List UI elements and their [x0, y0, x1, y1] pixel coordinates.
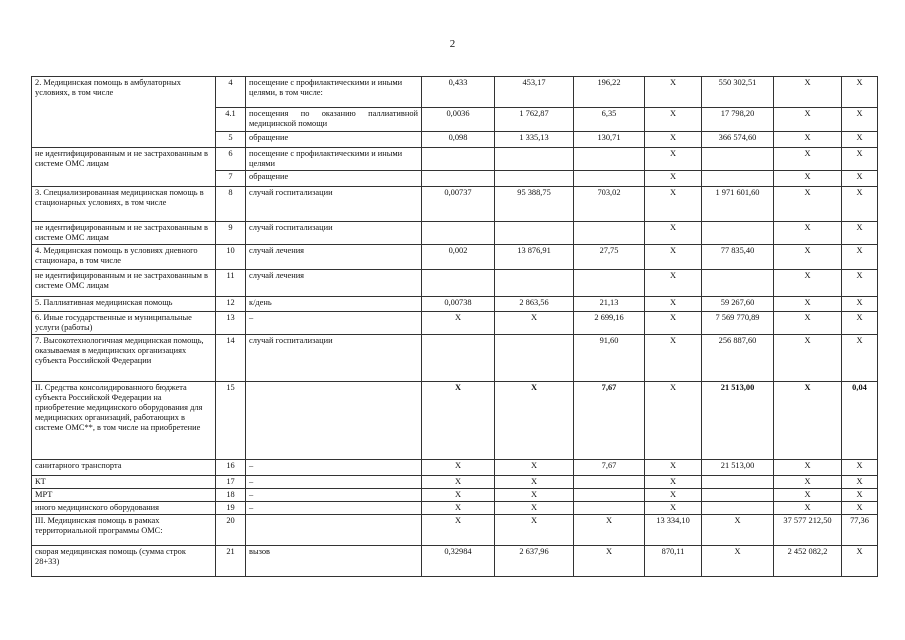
- row-number: 14: [216, 335, 246, 382]
- value-cell: [702, 148, 774, 171]
- value-cell: Х: [774, 132, 842, 148]
- unit-cell: –: [246, 502, 422, 515]
- value-cell: 0,00738: [422, 297, 495, 312]
- table-row: [32, 460, 878, 476]
- value-cell: Х: [842, 312, 878, 335]
- value-cell: Х: [842, 546, 878, 577]
- value-cell: Х: [842, 77, 878, 108]
- value-cell: Х: [574, 546, 645, 577]
- value-cell: [495, 335, 574, 382]
- row-number: 20: [216, 515, 246, 546]
- value-cell: 870,11: [645, 546, 702, 577]
- unit-cell: посещения по оказанию паллиативной медицинской помощи: [246, 108, 422, 132]
- value-cell: 6,35: [574, 108, 645, 132]
- row-label: не идентифицированным и не застрахованным в системе ОМС лицам: [32, 270, 216, 297]
- unit-cell: –: [246, 476, 422, 489]
- value-cell: Х: [645, 297, 702, 312]
- value-cell: Х: [645, 222, 702, 245]
- value-cell: Х: [774, 270, 842, 297]
- page-number: 2: [449, 38, 456, 50]
- value-cell: Х: [495, 489, 574, 502]
- value-cell: Х: [774, 502, 842, 515]
- value-cell: Х: [422, 312, 495, 335]
- value-cell: Х: [774, 335, 842, 382]
- value-cell: Х: [645, 245, 702, 270]
- row-number: 8: [216, 187, 246, 222]
- value-cell: [574, 148, 645, 171]
- value-cell: 0,433: [422, 77, 495, 108]
- row-number: 9: [216, 222, 246, 245]
- value-cell: Х: [495, 382, 574, 460]
- value-cell: Х: [774, 171, 842, 187]
- value-cell: Х: [774, 489, 842, 502]
- value-cell: 59 267,60: [702, 297, 774, 312]
- value-cell: [574, 270, 645, 297]
- table-row: [32, 335, 878, 382]
- value-cell: [702, 476, 774, 489]
- row-label: скорая медицинская помощь (сумма строк 28+33): [32, 546, 216, 577]
- row-label: 3. Специализированная медицинская помощь в стационарных условиях, в том числе: [32, 187, 216, 222]
- value-cell: 0,00737: [422, 187, 495, 222]
- value-cell: 0,32984: [422, 546, 495, 577]
- value-cell: 21 513,00: [702, 460, 774, 476]
- row-label: иного медицинского оборудования: [32, 502, 216, 515]
- unit-cell: обращение: [246, 132, 422, 148]
- value-cell: Х: [774, 222, 842, 245]
- value-cell: 453,17: [495, 77, 574, 108]
- value-cell: Х: [645, 108, 702, 132]
- table-row: [32, 222, 878, 245]
- unit-cell: –: [246, 489, 422, 502]
- value-cell: 2 699,16: [574, 312, 645, 335]
- value-cell: 7,67: [574, 460, 645, 476]
- row-number: 4: [216, 77, 246, 108]
- value-cell: Х: [574, 515, 645, 546]
- value-cell: 1 335,13: [495, 132, 574, 148]
- row-number: 16: [216, 460, 246, 476]
- value-cell: Х: [842, 171, 878, 187]
- row-number: 6: [216, 148, 246, 171]
- value-cell: 0,098: [422, 132, 495, 148]
- value-cell: [702, 502, 774, 515]
- value-cell: [495, 171, 574, 187]
- row-number: 13: [216, 312, 246, 335]
- table-row: [32, 245, 878, 270]
- unit-cell: обращение: [246, 171, 422, 187]
- unit-cell: –: [246, 460, 422, 476]
- value-cell: 0,002: [422, 245, 495, 270]
- row-number: 5: [216, 132, 246, 148]
- value-cell: [702, 171, 774, 187]
- value-cell: Х: [495, 476, 574, 489]
- value-cell: [574, 222, 645, 245]
- value-cell: [574, 489, 645, 502]
- value-cell: Х: [645, 460, 702, 476]
- value-cell: Х: [842, 108, 878, 132]
- value-cell: 13 876,91: [495, 245, 574, 270]
- value-cell: Х: [645, 312, 702, 335]
- unit-cell: к/день: [246, 297, 422, 312]
- value-cell: [495, 148, 574, 171]
- value-cell: 366 574,60: [702, 132, 774, 148]
- value-cell: Х: [495, 460, 574, 476]
- value-cell: Х: [842, 460, 878, 476]
- value-cell: Х: [645, 502, 702, 515]
- value-cell: 37 577 212,50: [774, 515, 842, 546]
- value-cell: Х: [645, 270, 702, 297]
- table-row: [32, 148, 878, 171]
- value-cell: Х: [774, 382, 842, 460]
- unit-cell: случай госпитализации: [246, 187, 422, 222]
- value-cell: Х: [495, 312, 574, 335]
- value-cell: Х: [774, 460, 842, 476]
- row-number: 7: [216, 171, 246, 187]
- value-cell: Х: [842, 297, 878, 312]
- row-number: 11: [216, 270, 246, 297]
- row-label: 4. Медицинская помощь в условиях дневного стационара, в том числе: [32, 245, 216, 270]
- value-cell: Х: [774, 187, 842, 222]
- unit-cell: посещение с профилактическими и иными целями: [246, 148, 422, 171]
- value-cell: Х: [774, 108, 842, 132]
- value-cell: Х: [422, 515, 495, 546]
- row-number: 15: [216, 382, 246, 460]
- value-cell: [422, 171, 495, 187]
- table-row: [32, 489, 878, 502]
- value-cell: [495, 270, 574, 297]
- value-cell: Х: [842, 489, 878, 502]
- table-row: [32, 270, 878, 297]
- value-cell: Х: [842, 187, 878, 222]
- table-row: [32, 187, 878, 222]
- row-number: 4.1: [216, 108, 246, 132]
- value-cell: Х: [422, 502, 495, 515]
- value-cell: 91,60: [574, 335, 645, 382]
- unit-cell: случай госпитализации: [246, 222, 422, 245]
- row-label: КТ: [32, 476, 216, 489]
- row-label: МРТ: [32, 489, 216, 502]
- value-cell: 0,04: [842, 382, 878, 460]
- unit-cell: случай госпитализации: [246, 335, 422, 382]
- row-label: не идентифицированным и не застрахованным в системе ОМС лицам: [32, 148, 216, 187]
- unit-cell: посещение с профилактическими и иными целями, в том числе:: [246, 77, 422, 108]
- value-cell: 0,0036: [422, 108, 495, 132]
- value-cell: 17 798,20: [702, 108, 774, 132]
- table-row: [32, 382, 878, 460]
- value-cell: 2 863,56: [495, 297, 574, 312]
- row-number: 10: [216, 245, 246, 270]
- value-cell: Х: [645, 148, 702, 171]
- value-cell: 1 971 601,60: [702, 187, 774, 222]
- value-cell: Х: [645, 382, 702, 460]
- value-cell: Х: [495, 502, 574, 515]
- value-cell: 7,67: [574, 382, 645, 460]
- row-number: 21: [216, 546, 246, 577]
- unit-cell: случай лечения: [246, 270, 422, 297]
- row-number: 12: [216, 297, 246, 312]
- value-cell: 21 513,00: [702, 382, 774, 460]
- value-cell: [422, 335, 495, 382]
- table-row: [32, 476, 878, 489]
- value-cell: Х: [842, 148, 878, 171]
- value-cell: Х: [842, 245, 878, 270]
- value-cell: [574, 476, 645, 489]
- value-cell: 13 334,10: [645, 515, 702, 546]
- value-cell: 95 388,75: [495, 187, 574, 222]
- value-cell: Х: [842, 335, 878, 382]
- row-label: 7. Высокотехнологичная медицинская помощь, оказываемая в медицинских организациях субъекта Российской Федерации: [32, 335, 216, 382]
- value-cell: Х: [645, 187, 702, 222]
- table-row: [32, 502, 878, 515]
- table-row: [32, 546, 878, 577]
- unit-cell: вызов: [246, 546, 422, 577]
- row-label: II. Средства консолидированного бюджета субъекта Российской Федерации на приобретение медицинского оборудования для медицинских организаций, работающих в системе ОМС**, в том числе на приобретение: [32, 382, 216, 460]
- value-cell: 550 302,51: [702, 77, 774, 108]
- row-label: 6. Иные государственные и муниципальные услуги (работы): [32, 312, 216, 335]
- value-cell: 196,22: [574, 77, 645, 108]
- unit-cell: [246, 515, 422, 546]
- value-cell: Х: [842, 502, 878, 515]
- value-cell: [574, 171, 645, 187]
- row-label: санитарного транспорта: [32, 460, 216, 476]
- table-row: [32, 297, 878, 312]
- row-label: 5. Паллиативная медицинская помощь: [32, 297, 216, 312]
- value-cell: [422, 270, 495, 297]
- unit-cell: случай лечения: [246, 245, 422, 270]
- table-row: [32, 77, 878, 108]
- value-cell: 256 887,60: [702, 335, 774, 382]
- value-cell: 77 835,40: [702, 245, 774, 270]
- value-cell: Х: [645, 132, 702, 148]
- value-cell: 2 637,96: [495, 546, 574, 577]
- table-row: [32, 515, 878, 546]
- value-cell: Х: [645, 171, 702, 187]
- value-cell: Х: [702, 515, 774, 546]
- value-cell: 2 452 082,2: [774, 546, 842, 577]
- value-cell: [574, 502, 645, 515]
- value-cell: Х: [645, 77, 702, 108]
- value-cell: Х: [842, 222, 878, 245]
- value-cell: Х: [495, 515, 574, 546]
- value-cell: 703,02: [574, 187, 645, 222]
- value-cell: [422, 222, 495, 245]
- value-cell: Х: [842, 476, 878, 489]
- value-cell: Х: [842, 132, 878, 148]
- table-row: [32, 312, 878, 335]
- value-cell: Х: [645, 489, 702, 502]
- value-cell: Х: [774, 148, 842, 171]
- value-cell: 27,75: [574, 245, 645, 270]
- value-cell: Х: [774, 245, 842, 270]
- row-label: не идентифицированным и не застрахованным в системе ОМС лицам: [32, 222, 216, 245]
- value-cell: Х: [774, 476, 842, 489]
- value-cell: 21,13: [574, 297, 645, 312]
- value-cell: Х: [774, 297, 842, 312]
- value-cell: [495, 222, 574, 245]
- value-cell: 77,36: [842, 515, 878, 546]
- value-cell: [422, 148, 495, 171]
- row-label: III. Медицинская помощь в рамках территориальной программы ОМС:: [32, 515, 216, 546]
- value-cell: 1 762,87: [495, 108, 574, 132]
- value-cell: Х: [645, 335, 702, 382]
- value-cell: Х: [645, 476, 702, 489]
- unit-cell: [246, 382, 422, 460]
- value-cell: 130,71: [574, 132, 645, 148]
- value-cell: Х: [422, 382, 495, 460]
- row-number: 19: [216, 502, 246, 515]
- value-cell: Х: [422, 489, 495, 502]
- value-cell: Х: [774, 77, 842, 108]
- financing-table: [31, 76, 878, 577]
- value-cell: 7 569 770,89: [702, 312, 774, 335]
- value-cell: Х: [422, 460, 495, 476]
- value-cell: Х: [774, 312, 842, 335]
- value-cell: Х: [842, 270, 878, 297]
- value-cell: [702, 222, 774, 245]
- unit-cell: –: [246, 312, 422, 335]
- value-cell: Х: [702, 546, 774, 577]
- row-number: 18: [216, 489, 246, 502]
- row-label: 2. Медицинская помощь в амбулаторных условиях, в том числе: [32, 77, 216, 148]
- value-cell: [702, 489, 774, 502]
- row-number: 17: [216, 476, 246, 489]
- value-cell: Х: [422, 476, 495, 489]
- value-cell: [702, 270, 774, 297]
